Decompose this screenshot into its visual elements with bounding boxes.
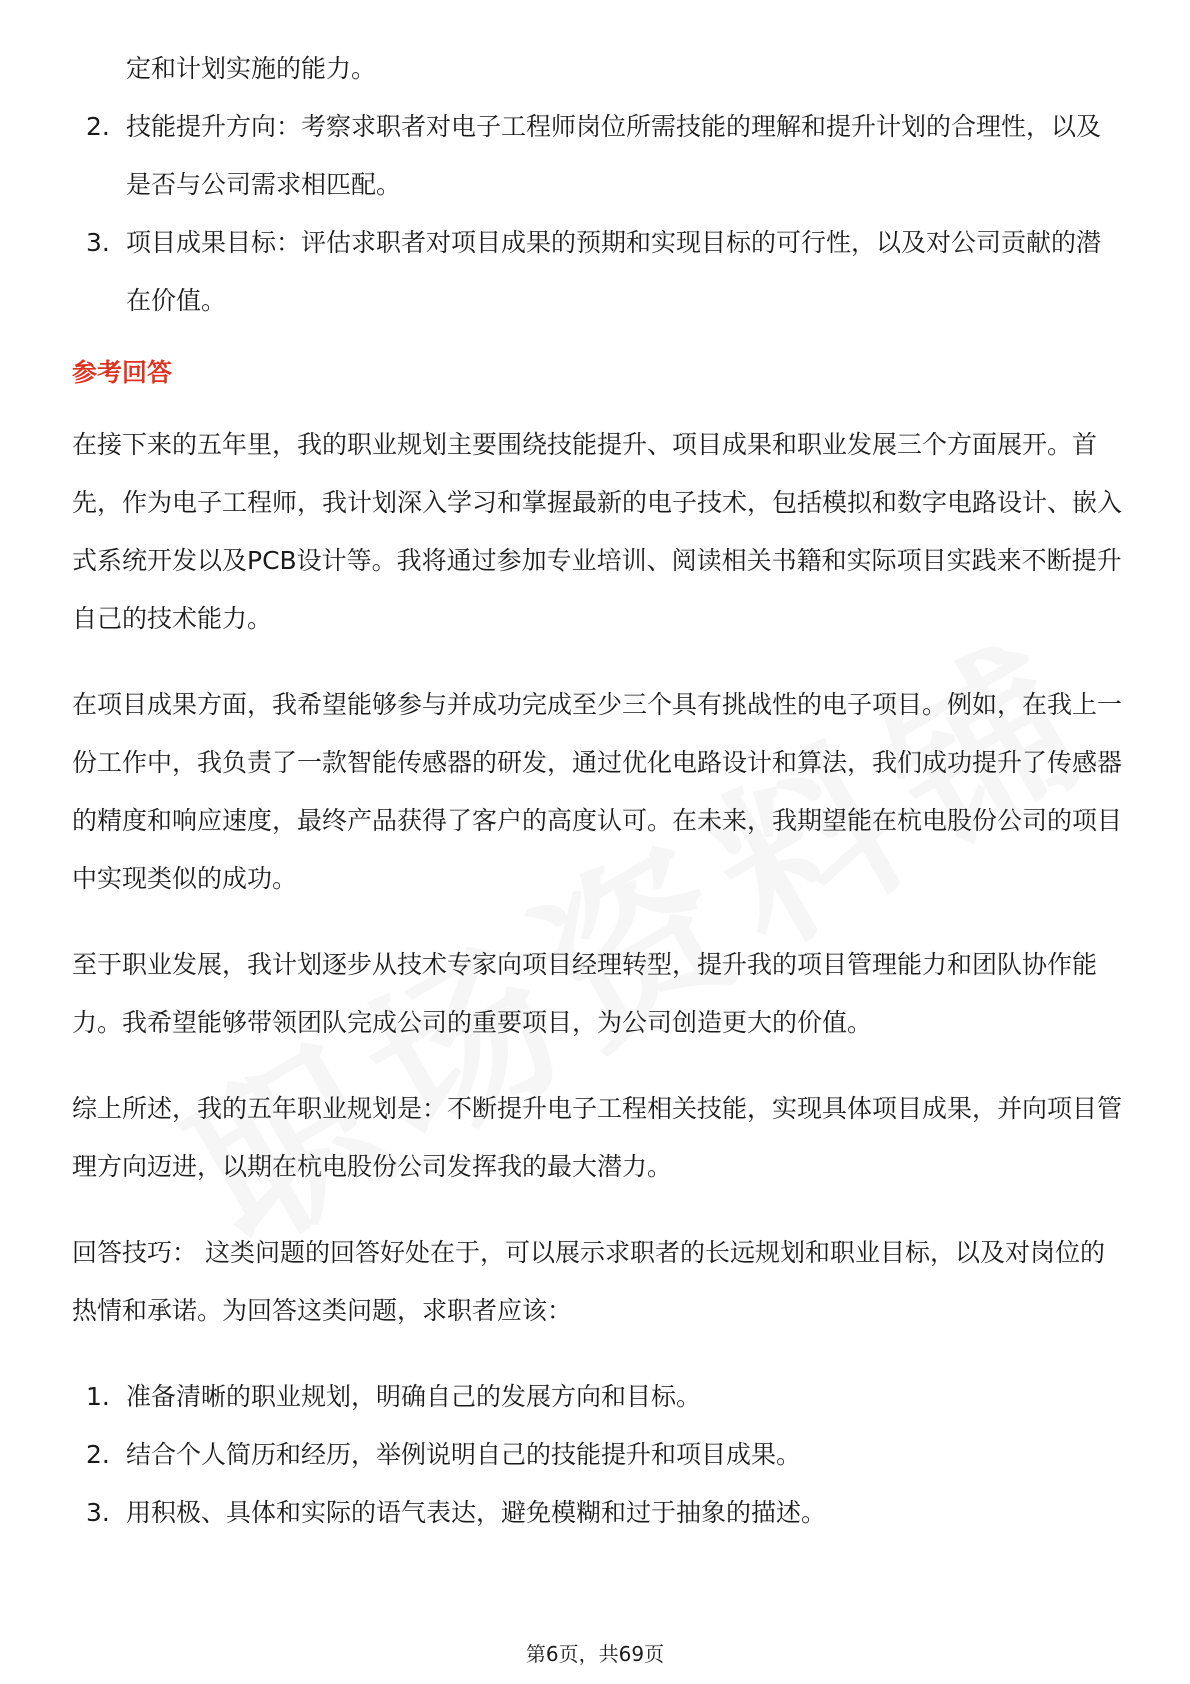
list-number: 2. xyxy=(86,112,110,141)
paragraph: 综上所述，我的五年职业规划是：不断提升电子工程相关技能，实现具体项目成果，并向项目管理方向迈进，以期在杭电股份公司发挥我的最大潜力。 xyxy=(72,1094,1123,1181)
list-text: 结合个人简历和经历，举例说明自己的技能提升和项目成果。 xyxy=(126,1440,802,1469)
list-text: 准备清晰的职业规划，明确自己的发展方向和目标。 xyxy=(126,1382,702,1411)
list-text: 项目成果目标：评估求职者对项目成果的预期和实现目标的可行性，以及对公司贡献的潜在价值。 xyxy=(126,228,1102,315)
list-number: 3. xyxy=(86,1498,110,1527)
paragraph: 至于职业发展，我计划逐步从技术专家向项目经理转型，提升我的项目管理能力和团队协作能力。我希望能够带领团队完成公司的重要项目，为公司创造更大的价值。 xyxy=(72,950,1098,1037)
list-number: 1. xyxy=(86,1382,110,1411)
list-item xyxy=(72,1484,1122,1542)
list-text: 用积极、具体和实际的语气表达，避免模糊和过于抽象的描述。 xyxy=(126,1498,827,1527)
list-item xyxy=(72,98,1122,214)
list-number: 2. xyxy=(86,1440,110,1469)
paragraph: 在接下来的五年里，我的职业规划主要围绕技能提升、项目成果和职业发展三个方面展开。首先，作为电子工程师，我计划深入学习和掌握最新的电子技术，包括模拟和数字电路设计、嵌入式系统开发以及PCB设计等。我将通过参加专业培训、阅读相关书籍和实际项目实践来不断提升自己的技术能力。 xyxy=(72,430,1123,633)
list-item xyxy=(72,40,1122,98)
list-item xyxy=(72,1368,1122,1426)
paragraph: 在项目成果方面，我希望能够参与并成功完成至少三个具有挑战性的电子项目。例如，在我上一份工作中，我负责了一款智能传感器的研发，通过优化电路设计和算法，我们成功提升了传感器的精度和响应速度，最终产品获得了客户的高度认可。在未来，我期望能在杭电股份公司的项目中实现类似的成功。 xyxy=(72,690,1123,893)
list-item xyxy=(72,214,1122,330)
list-text: 定和计划实施的能力。 xyxy=(126,54,377,83)
list-text: 技能提升方向：考察求职者对电子工程师岗位所需技能的理解和提升计划的合理性，以及是否与公司需求相匹配。 xyxy=(126,112,1102,199)
list-number: 3. xyxy=(86,228,110,257)
intro-list xyxy=(72,40,1122,330)
page-footer: 第6页，共69页 xyxy=(525,1642,665,1666)
section-title: 参考回答 xyxy=(72,358,173,387)
tips-list xyxy=(72,1368,1122,1542)
answer-tips-paragraph: 回答技巧： 这类问题的回答好处在于，可以展示求职者的长远规划和职业目标，以及对岗位的热情和承诺。为回答这类问题，求职者应该： xyxy=(72,1238,1105,1325)
document-page xyxy=(72,40,1122,1542)
list-item xyxy=(72,1426,1122,1484)
